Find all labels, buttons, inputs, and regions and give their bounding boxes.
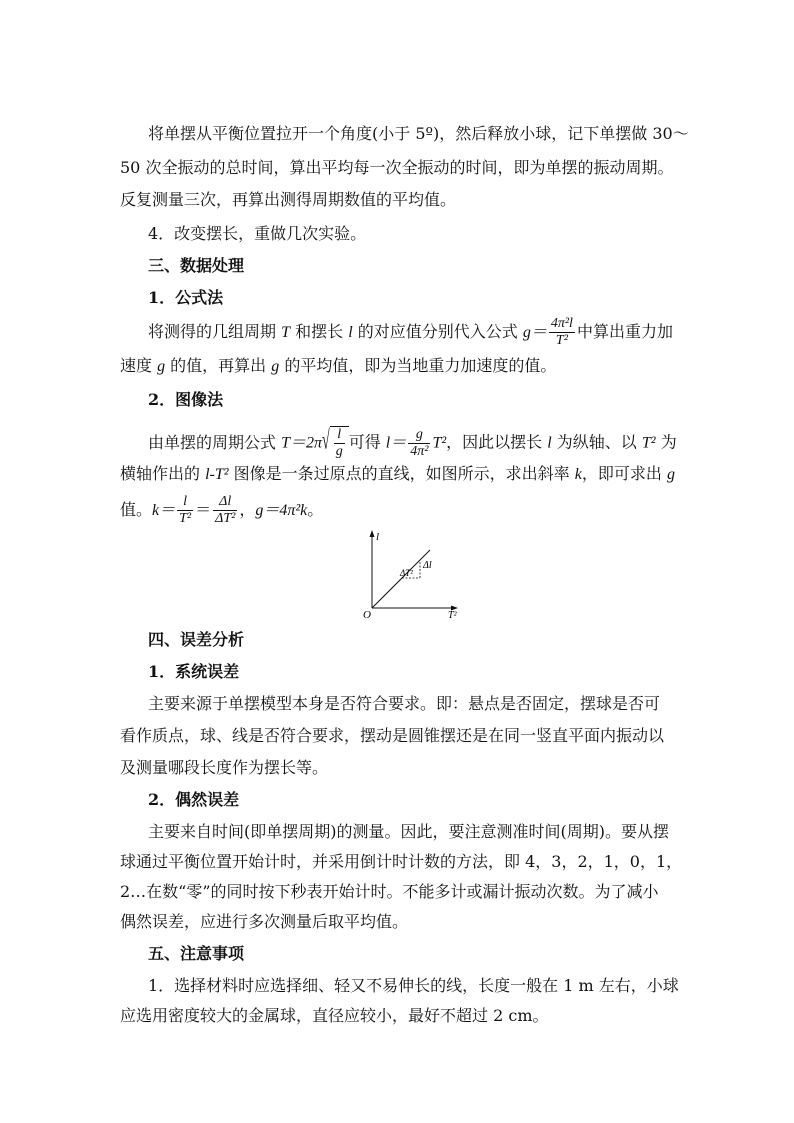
method2-line3: 值。k＝ $\frac{l}{\text{T²}}$ ＝ $\frac{\Delta l}{\text{ΔT²}}$ ，g＝4π²k。: [120, 494, 324, 526]
origin-label: O: [363, 609, 371, 620]
error2-line2: 球通过平衡位置开始计时，并采用倒计时计数的方法，即 4，3，2，1，0，1，: [120, 852, 683, 871]
error2-heading: 2．偶然误差: [148, 790, 240, 809]
note1-line2: 应选用密度较大的金属球，直径应较小，最好不超过 2 cm。: [120, 1006, 549, 1025]
error1-heading: 1．系统误差: [148, 662, 240, 681]
step3-line1: 将单摆从平衡位置拉开一个角度(小于 5º)，然后释放小球，记下单摆做 30～: [148, 124, 689, 143]
method2-line1: 由单摆的周期公式 T＝2π√ $\frac{l}{g}$ 可得 l＝ $\frac{g}{\text{4π²}}$ T²，因此以摆长 l 为纵轴、以 T² 为: [148, 426, 677, 459]
fraction-l-over-T2: $\frac{l}{\text{T²}}$: [179, 494, 192, 526]
section4-heading: 四、误差分析: [148, 630, 245, 649]
method2-heading: 2．图像法: [148, 390, 224, 409]
x-axis-label: T²: [448, 610, 457, 620]
error2-line4: 偶然误差，应进行多次测量后取平均值。: [120, 912, 409, 931]
method1-heading: 1．公式法: [148, 288, 224, 307]
error1-line1: 主要来源于单摆模型本身是否符合要求。即：悬点是否固定，摆球是否可: [148, 694, 661, 713]
error2-line1: 主要来自时间(即单摆周期)的测量。因此，要注意测准时间(周期)。要从摆: [148, 822, 669, 841]
fraction-dl-over-dT2: $\frac{\Delta l}{\text{ΔT²}}$: [215, 494, 236, 526]
error2-line3: 2…在数“零”的同时按下秒表开始计时。不能多计或漏计振动次数。为了减小: [120, 882, 659, 901]
method1-line2: 速度 g 的值，再算出 g 的平均值，即为当地重力加速度的值。: [120, 356, 557, 375]
fraction-g-over-4pi2: $\frac{g}{\text{4π²}}$: [410, 426, 429, 459]
step3-line2: 50 次全振动的总时间，算出平均每一次全振动的时间，即为单摆的振动周期。: [120, 158, 674, 177]
y-axis-arrow: [370, 530, 375, 537]
sqrt-l-over-g: √ $\frac{l}{g}$: [322, 426, 349, 460]
error1-line2: 看作质点，球、线是否符合要求，摆动是圆锥摆还是在同一竖直平面内振动以: [120, 726, 665, 745]
formula-g-fraction: $\frac{\text{4π²l}}{\text{T²}}$: [550, 316, 573, 348]
y-axis-label: l: [376, 531, 380, 543]
step3-line3: 反复测量三次，再算出测得周期数值的平均值。: [120, 190, 457, 209]
method1-line1: 将测得的几组周期 T 和摆长 l 的对应值分别代入公式 g＝ $\frac{\text{4π²l}}{\text{T²}}$ 中算出重力加: [148, 316, 673, 348]
note1-line1: 1．选择材料时应选择细、轻又不易伸长的线，长度一般在 1 m 左右，小球: [148, 976, 679, 995]
delta-T2-label: ΔT²: [400, 568, 413, 578]
l-T2-graph: [358, 528, 468, 620]
delta-l-label: Δl: [423, 560, 432, 571]
error1-line3: 及测量哪段长度作为摆长等。: [120, 758, 329, 777]
proportional-line: [372, 550, 430, 608]
step4-text: 4．改变摆长，重做几次实验。: [148, 224, 367, 243]
section3-heading: 三、数据处理: [148, 256, 245, 275]
section5-heading: 五、注意事项: [148, 944, 245, 963]
method2-line2: 横轴作出的 l-T² 图像是一条过原点的直线，如图所示，求出斜率 k，即可求出 g: [120, 464, 675, 483]
